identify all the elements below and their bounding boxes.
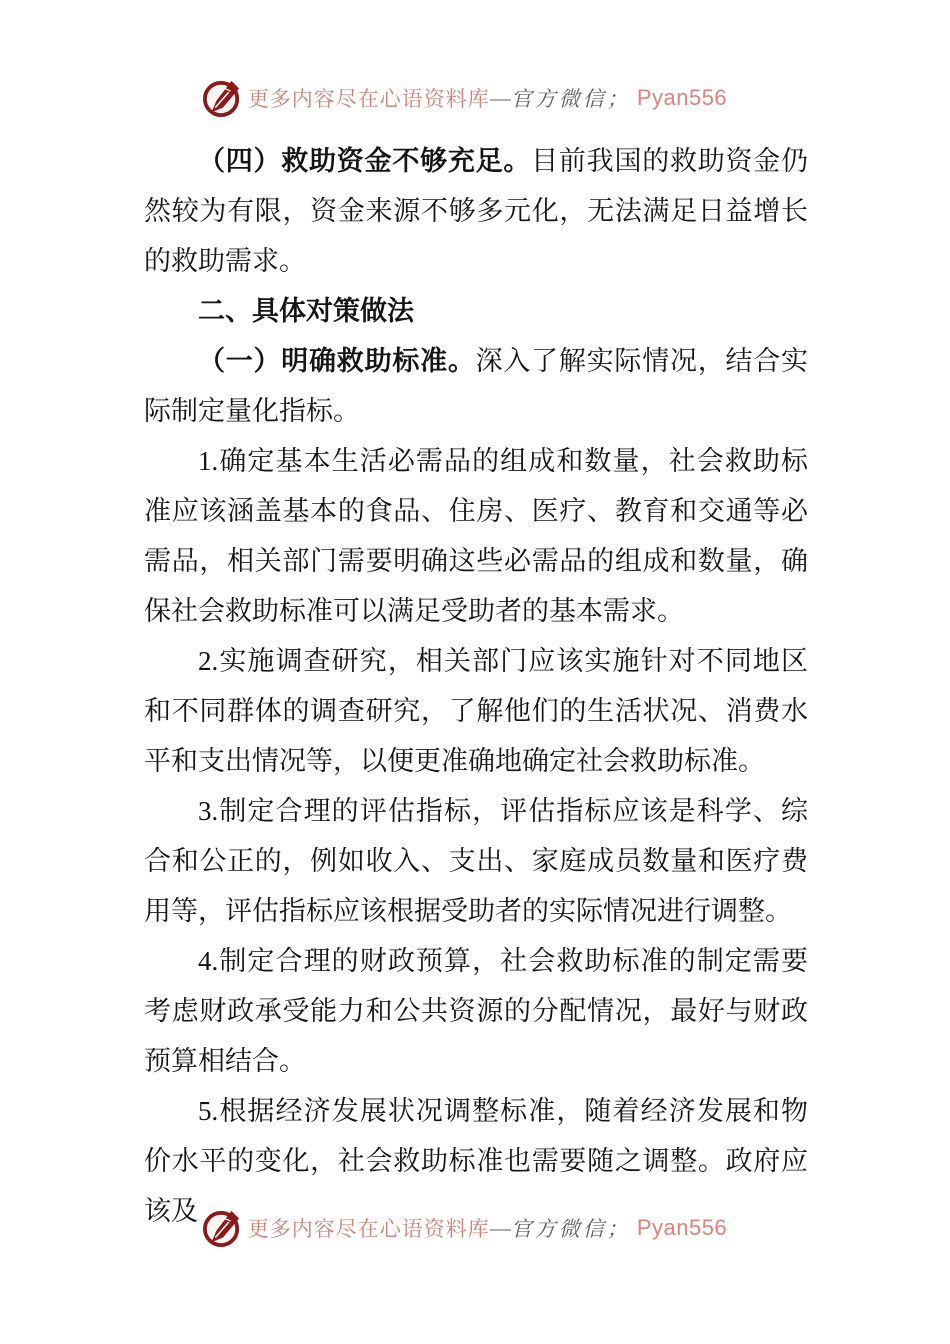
watermark-dash: —	[489, 1215, 511, 1240]
paragraph-item-2	[144, 636, 808, 786]
paragraph-item-4	[144, 936, 808, 1086]
paragraph-funding-shortage	[144, 136, 808, 286]
paragraph-item-1	[144, 436, 808, 636]
watermark-wechat-label: 官方微信；	[510, 87, 631, 111]
paragraph-text: 2.实施调查研究，相关部门应该实施针对不同地区和不同群体的调查研究，了解他们的生活状况、消费水平和支出情况等，以便更准确地确定社会救助标准。	[144, 646, 808, 776]
paragraph-text: 目前我国的救助资金仍然较为有限，资金来源不够多元化，无法满足日益增长的救助需求。	[144, 146, 809, 276]
paragraph-text: 4.制定合理的财政预算，社会救助标准的制定需要考虑财政承受能力和公共资源的分配情况，最好与财政预算相结合。	[144, 946, 808, 1076]
watermark-dash: —	[489, 85, 511, 110]
paragraph-lead: （一）明确救助标准。	[198, 346, 476, 376]
watermark-brand-text: 更多内容尽在心语资料库	[247, 87, 490, 111]
pen-nib-logo-icon	[203, 78, 241, 118]
paragraph-clarify-standards	[144, 336, 808, 436]
footer-watermark	[0, 1208, 940, 1248]
paragraph-text: 1.确定基本生活必需品的组成和数量，社会救助标准应该涵盖基本的食品、住房、医疗、教育和交通等必需品，相关部门需要明确这些必需品的组成和数量，确保社会救助标准可以满足受助者的基本需求。	[144, 446, 808, 626]
section-heading-text: 二、具体对策做法	[198, 296, 414, 326]
paragraph-item-3	[144, 786, 808, 936]
document-content	[144, 136, 808, 1236]
paragraph-text: 5.根据经济发展状况调整标准，随着经济发展和物价水平的变化，社会救助标准也需要随之调整。政府应该及	[144, 1096, 808, 1226]
paragraph-text: 3.制定合理的评估指标，评估指标应该是科学、综合和公正的，例如收入、支出、家庭成员数量和医疗费用等，评估指标应该根据受助者的实际情况进行调整。	[144, 796, 808, 926]
watermark-wechat-id: Pyan556	[636, 1215, 728, 1240]
header-watermark	[0, 78, 940, 118]
watermark-wechat-label: 官方微信；	[510, 1217, 631, 1241]
section-heading	[144, 286, 808, 336]
paragraph-lead: （四）救助资金不够充足。	[198, 146, 532, 176]
paragraph-text: 深入了解实际情况，结合实际制定量化指标。	[144, 346, 809, 426]
watermark-brand-text: 更多内容尽在心语资料库	[247, 1217, 490, 1241]
pen-nib-logo-icon	[203, 1208, 241, 1248]
watermark-wechat-id: Pyan556	[636, 85, 728, 110]
